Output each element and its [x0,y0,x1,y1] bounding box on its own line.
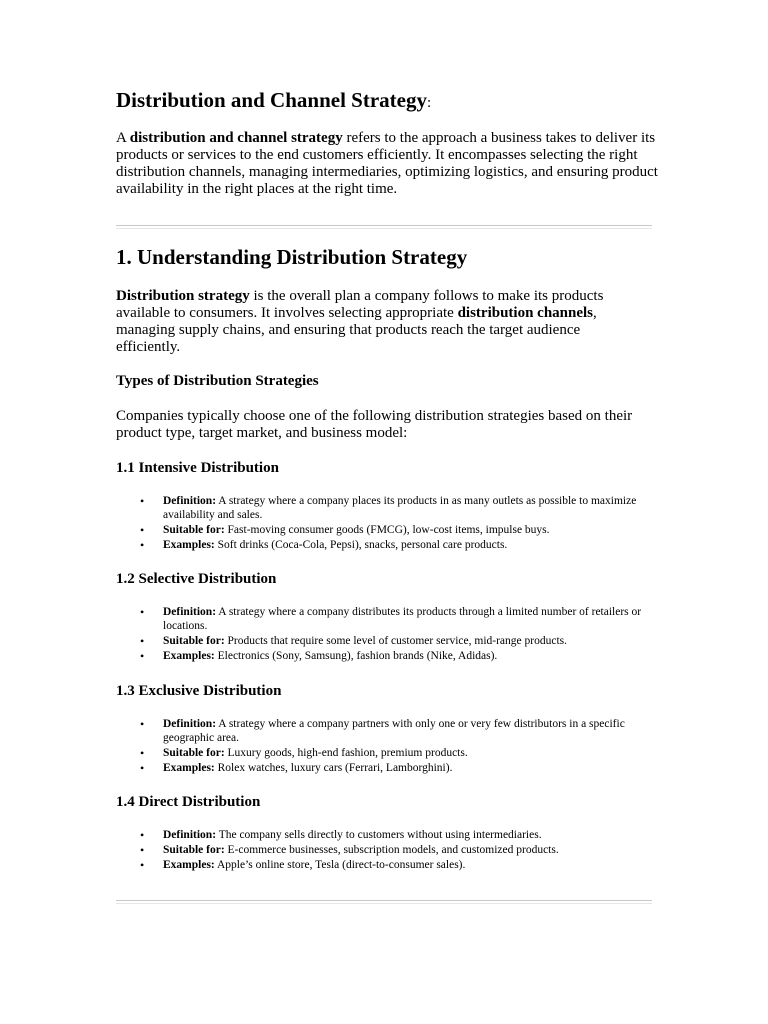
list-item [116,746,656,760]
list-item [116,634,656,648]
list-item [116,828,656,842]
strategy-list-direct [116,828,656,873]
bullet-icon: • [140,828,145,842]
examples-label: Examples: [163,859,215,871]
list-item [116,605,656,633]
suitable-label: Suitable for: [163,844,225,856]
suitable-text: Fast-moving consumer goods (FMCG), low-cost items, impulse buys. [224,524,550,536]
horizontal-divider [116,900,652,904]
section-bold-term-1: Distribution strategy [116,288,250,304]
bullet-icon: • [140,523,145,537]
examples-text: Rolex watches, luxury cars (Ferrari, Lamborghini). [214,762,453,774]
intro-bold-term: distribution and channel strategy [129,130,343,146]
examples-label: Examples: [163,539,215,551]
strategy-heading-direct: 1.4 Direct Distribution [116,794,261,810]
bullet-icon: • [140,605,145,619]
definition-text: A strategy where a company partners with only one or very few distributors in a specific geographic area. [163,718,625,744]
bullet-icon: • [140,858,145,872]
strategy-list-exclusive [116,717,656,776]
section-bold-term-2: distribution channels [457,305,594,321]
intro-lead: A [116,130,130,146]
intro-paragraph [116,130,658,198]
list-item [116,858,656,872]
list-item [116,649,656,663]
section-heading: 1. Understanding Distribution Strategy [116,245,468,269]
bullet-icon: • [140,538,145,552]
suitable-label: Suitable for: [163,747,225,759]
suitable-text: Luxury goods, high-end fashion, premium products. [224,747,468,759]
strategy-list-intensive [116,494,656,553]
strategy-heading-exclusive: 1.3 Exclusive Distribution [116,683,282,699]
bullet-icon: • [140,843,145,857]
bullet-icon: • [140,634,145,648]
bullet-icon: • [140,494,145,508]
strategy-heading-intensive: 1.1 Intensive Distribution [116,460,279,476]
definition-text: A strategy where a company places its products in as many outlets as possible to maximize availability and sales. [163,495,637,521]
page-title [116,88,431,113]
definition-text: The company sells directly to customers without using intermediaries. [216,829,542,841]
definition-label: Definition: [163,606,217,618]
intro-rest: refers to the approach a business takes to deliver its products or services to the end customers efficiently. It encompasses selecting the right distribution channels, managing intermediaries, optimizing logistics, and ensuring product availability in the right places at the right time. [116,130,658,197]
bullet-icon: • [140,717,145,731]
definition-text: A strategy where a company distributes its products through a limited number of retailers or locations. [163,606,642,632]
suitable-text: E-commerce businesses, subscription models, and customized products. [224,844,559,856]
list-item [116,843,656,857]
examples-label: Examples: [163,762,215,774]
section-text-2: , managing supply chains, and ensuring that products reach the target audience efficiently. [116,305,597,355]
list-item [116,494,656,522]
examples-text: Electronics (Sony, Samsung), fashion brands (Nike, Adidas). [214,650,498,662]
list-item [116,717,656,745]
definition-label: Definition: [163,495,217,507]
suitable-label: Suitable for: [163,635,225,647]
definition-label: Definition: [163,829,217,841]
page-title-text: Distribution and Channel Strategy [116,88,427,112]
bullet-icon: • [140,649,145,663]
page-title-colon: : [426,95,432,111]
strategy-list-selective [116,605,656,664]
suitable-text: Products that require some level of customer service, mid-range products. [224,635,567,647]
bullet-icon: • [140,761,145,775]
examples-text: Apple’s online store, Tesla (direct-to-consumer sales). [214,859,466,871]
types-description: Companies typically choose one of the following distribution strategies based on their product type, target market, and business model: [116,408,633,441]
horizontal-divider [116,225,652,229]
list-item [116,523,656,537]
definition-label: Definition: [163,718,217,730]
bullet-icon: • [140,746,145,760]
strategy-heading-selective: 1.2 Selective Distribution [116,571,277,587]
examples-label: Examples: [163,650,215,662]
list-item [116,761,656,775]
section-text-1: is the overall plan a company follows to make its products available to consumers. It involves selecting appropriate [116,288,604,321]
list-item [116,538,656,552]
suitable-label: Suitable for: [163,524,225,536]
types-heading: Types of Distribution Strategies [116,373,319,389]
examples-text: Soft drinks (Coca-Cola, Pepsi), snacks, personal care products. [214,539,508,551]
section-description [116,288,646,356]
